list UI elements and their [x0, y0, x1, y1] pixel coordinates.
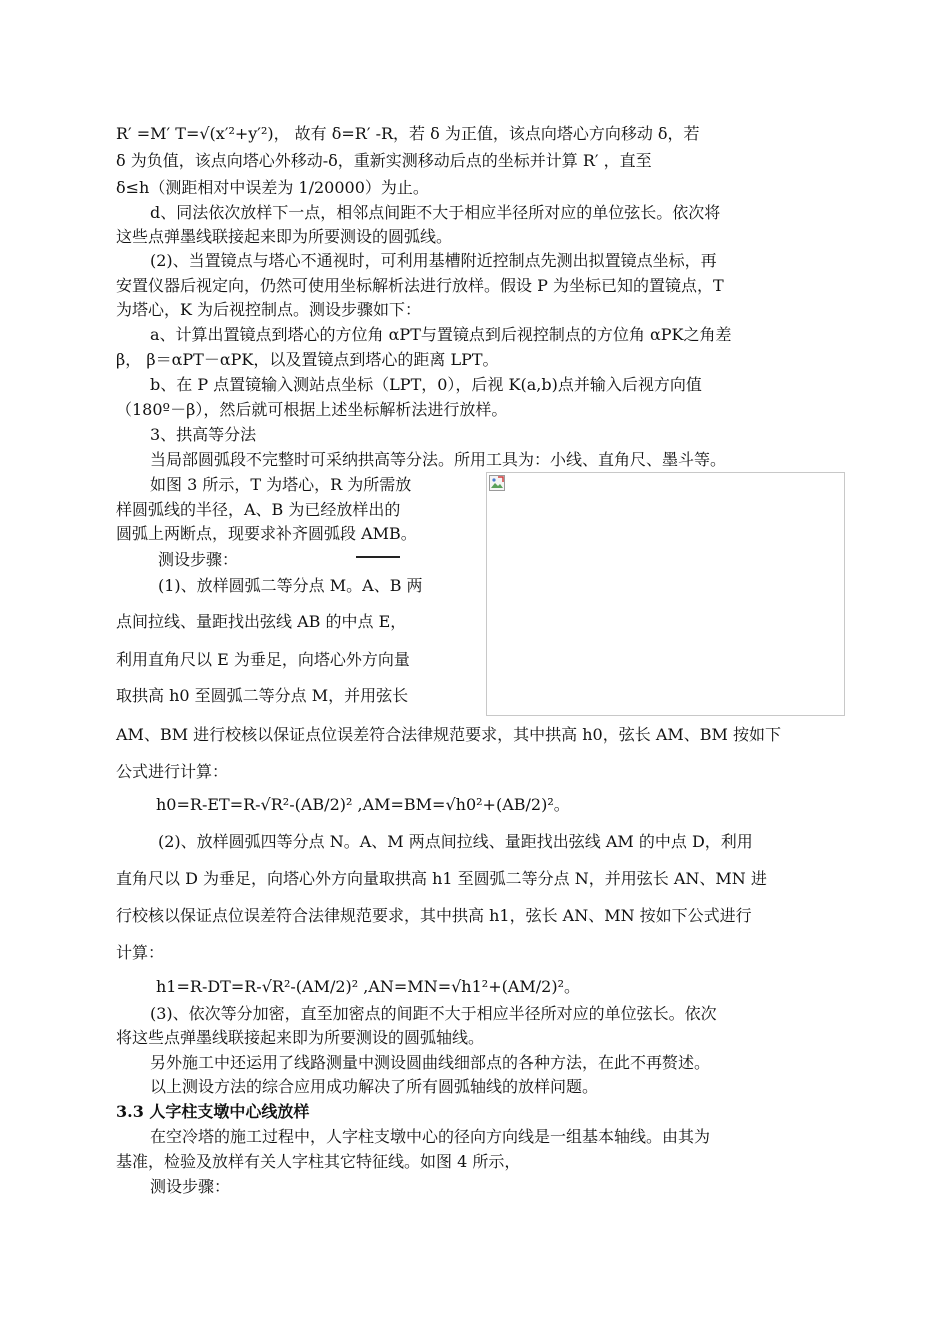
text-line: 行校核以保证点位误差符合法律规范要求，其中拱高 h1，弦长 AN、MN 按如下公式进行 — [116, 906, 752, 925]
text-line: （180º－β），然后就可根据上述坐标解析法进行放样。 — [116, 400, 508, 419]
text-line: (1)、放样圆弧二等分点 M。A、B 两 — [158, 576, 423, 595]
text-line: 公式进行计算： — [116, 762, 229, 781]
text-line: β， β＝αPT－αPK，以及置镜点到塔心的距离 LPT。 — [116, 350, 499, 369]
text-line: b、在 P 点置镜输入测站点坐标（LPT，0），后视 K(a,b)点并输入后视方向值 — [150, 375, 702, 394]
text-line: 在空冷塔的施工过程中，人字柱支墩中心的径向方向线是一组基本轴线。由其为 — [150, 1127, 711, 1146]
text-line: (2)、放样圆弧四等分点 N。A、M 两点间拉线、量距找出弦线 AM 的中点 D，利用 — [158, 832, 753, 851]
text-line: a、计算出置镜点到塔心的方位角 αPT与置镜点到后视控制点的方位角 αPK之角差 — [150, 325, 732, 344]
text-line: 利用直角尺以 E 为垂足，向塔心外方向量 — [116, 650, 410, 669]
text-line: 取拱高 h0 至圆弧二等分点 M，并用弦长 — [116, 686, 409, 705]
text-line: 为塔心，K 为后视控制点。测设步骤如下： — [116, 300, 422, 319]
text-line: 测设步骤： — [158, 550, 239, 569]
text-line: R′ =M′ T=√(x′²+y′²)， 故有 δ=R′ -R，若 δ 为正值，该点向塔心方向移动 δ，若 — [116, 124, 700, 143]
section-heading: 3、拱高等分法 — [150, 425, 257, 444]
text-line: 点间拉线、量距找出弦线 AB 的中点 E， — [116, 612, 407, 631]
arc-overbar — [356, 556, 400, 558]
text-line: 基准，检验及放样有关人字柱其它特征线。如图 4 所示， — [116, 1152, 521, 1171]
text-line: 直角尺以 D 为垂足，向塔心外方向量取拱高 h1 至圆弧二等分点 N，并用弦长 AN、MN 进 — [116, 869, 767, 888]
figure-3-placeholder — [486, 472, 845, 716]
text-line: 另外施工中还运用了线路测量中测设圆曲线细部点的各种方法，在此不再赘述。 — [150, 1053, 711, 1072]
text-line: 样圆弧线的半径，A、B 为已经放样出的 — [116, 500, 401, 519]
broken-image-icon — [489, 475, 505, 491]
text-line: 计算： — [116, 943, 165, 962]
formula: h0=R-ET=R-√R²-(AB/2)² ,AM=BM=√h0²+(AB/2)²。 — [156, 795, 570, 814]
text-line: 如图 3 所示，T 为塔心，R 为所需放 — [150, 475, 412, 494]
text-line: d、同法依次放样下一点，相邻点间距不大于相应半径所对应的单位弦长。依次将 — [150, 203, 721, 222]
text-line: 安置仪器后视定向，仍然可使用坐标解析法进行放样。假设 P 为坐标已知的置镜点，T — [116, 276, 724, 295]
formula: h1=R-DT=R-√R²-(AM/2)² ,AN=MN=√h1²+(AM/2)²。 — [156, 977, 581, 996]
text-line: 当局部圆弧段不完整时可采纳拱高等分法。所用工具为：小线、直角尺、墨斗等。 — [150, 450, 727, 469]
text-line: 这些点弹墨线联接起来即为所要测设的圆弧线。 — [116, 227, 453, 246]
text-line: 将这些点弹墨线联接起来即为所要测设的圆弧轴线。 — [116, 1028, 485, 1047]
text-line: AM、BM 进行校核以保证点位误差符合法律规范要求，其中拱高 h0，弦长 AM、BM 按如下 — [116, 725, 781, 744]
section-heading: 3.3 人字柱支墩中心线放样 — [116, 1102, 310, 1121]
text-line: 圆弧上两断点，现要求补齐圆弧段 AMB。 — [116, 524, 417, 543]
text-line: 测设步骤： — [150, 1177, 231, 1196]
text-line: δ 为负值，该点向塔心外移动-δ，重新实测移动后点的坐标并计算 R′ ，直至 — [116, 151, 652, 170]
text-line: δ≤h（测距相对中误差为 1/20000）为止。 — [116, 178, 429, 197]
text-line: (3)、依次等分加密，直至加密点的间距不大于相应半径所对应的单位弦长。依次 — [150, 1004, 717, 1023]
text-line: 以上测设方法的综合应用成功解决了所有圆弧轴线的放样问题。 — [150, 1077, 599, 1096]
text-line: (2)、当置镜点与塔心不通视时，可利用基槽附近控制点先测出拟置镜点坐标，再 — [150, 251, 717, 270]
